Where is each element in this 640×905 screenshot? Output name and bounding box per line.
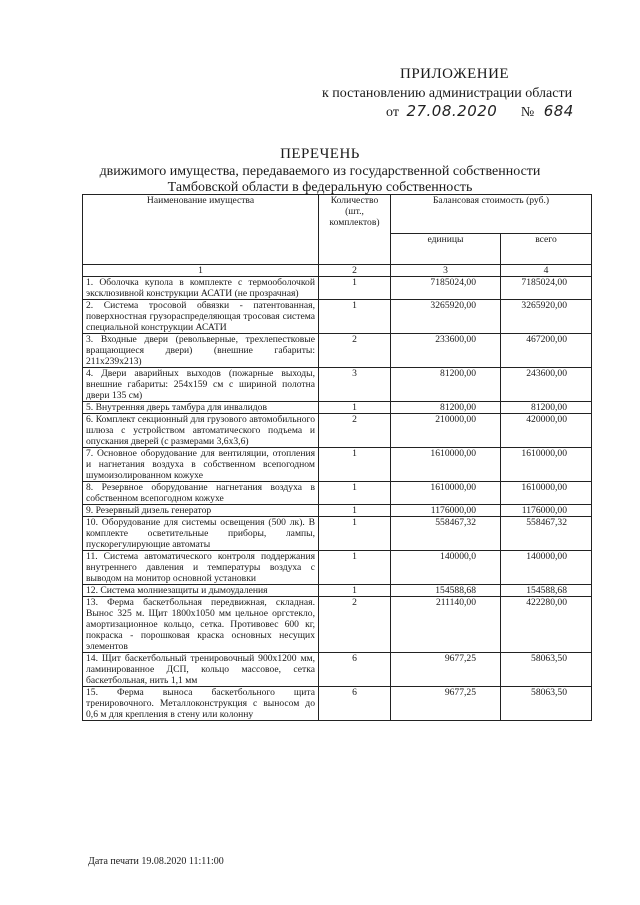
- table-row: [83, 551, 592, 585]
- header-name: Наименование имущества: [83, 195, 319, 265]
- item-unit-cost: 1610000,00: [391, 448, 501, 482]
- item-quantity: 1: [319, 448, 391, 482]
- list-subtitle-line2: Тамбовской области в федеральную собственность: [167, 180, 473, 195]
- print-date: Дата печати 19.08.2020 11:11:00: [88, 856, 224, 867]
- item-quantity: 1: [319, 402, 391, 414]
- item-quantity: 1: [319, 482, 391, 505]
- item-unit-cost: 81200,00: [391, 368, 501, 402]
- item-quantity: 6: [319, 687, 391, 721]
- item-quantity: 6: [319, 653, 391, 687]
- header-cost-total: всего: [501, 234, 592, 265]
- item-unit-cost: 7185024,00: [391, 277, 501, 300]
- table-row: [83, 585, 592, 597]
- table-row: [83, 687, 592, 721]
- item-name: 11. Система автоматического контроля поддержания внутреннего давления и температуры воздуха с выводом на монитор основной установки: [83, 551, 319, 585]
- column-index: 2: [319, 265, 391, 277]
- item-total-cost: 467200,00: [501, 334, 592, 368]
- resolution-reference: к постановлению администрации области: [322, 86, 573, 101]
- resolution-date-line: [386, 102, 574, 121]
- item-total-cost: 3265920,00: [501, 300, 592, 334]
- table-row: [83, 334, 592, 368]
- item-name: 5. Внутренняя дверь тамбура для инвалидов: [83, 402, 319, 414]
- item-total-cost: 7185024,00: [501, 277, 592, 300]
- item-unit-cost: 210000,00: [391, 414, 501, 448]
- item-total-cost: 81200,00: [501, 402, 592, 414]
- item-name: 10. Оборудование для системы освещения (500 лк). В комплекте осветительные приборы, лампы, пускорегулирующие автоматы: [83, 517, 319, 551]
- item-name: 4. Двери аварийных выходов (пожарные выходы, внешние габариты: 254х159 см с шириной полотна двери 135 см): [83, 368, 319, 402]
- item-quantity: 1: [319, 585, 391, 597]
- item-quantity: 1: [319, 277, 391, 300]
- table-row: [83, 300, 592, 334]
- column-index: 1: [83, 265, 319, 277]
- item-name: 13. Ферма баскетбольная передвижная, складная. Вынос 325 м. Щит 1800х1050 мм цельное оргстекло, амортизационное кольцо, сетка. Противовес 600 кг, покраска - порошковая краска основных несущих элементов: [83, 597, 319, 653]
- table-body: [83, 277, 592, 721]
- item-unit-cost: 140000,0: [391, 551, 501, 585]
- item-unit-cost: 233600,00: [391, 334, 501, 368]
- item-unit-cost: 1610000,00: [391, 482, 501, 505]
- item-unit-cost: 211140,00: [391, 597, 501, 653]
- table-row: [83, 517, 592, 551]
- list-title: ПЕРЕЧЕНЬ: [280, 146, 360, 162]
- resolution-number: 684: [543, 102, 574, 120]
- item-quantity: 3: [319, 368, 391, 402]
- item-unit-cost: 9677,25: [391, 687, 501, 721]
- table-row: [83, 482, 592, 505]
- item-total-cost: 243600,00: [501, 368, 592, 402]
- list-subtitle-line1: движимого имущества, передаваемого из государственной собственности: [99, 164, 541, 179]
- item-quantity: 2: [319, 597, 391, 653]
- item-unit-cost: 154588,68: [391, 585, 501, 597]
- item-total-cost: 1176000,00: [501, 505, 592, 517]
- item-name: 7. Основное оборудование для вентиляции, отопления и нагнетания воздуха в собственном всепогодном шумоизолированном кожухе: [83, 448, 319, 482]
- item-name: 3. Входные двери (револьверные, трехлепестковые вращающиеся двери) (внешние габариты: 211х239х213): [83, 334, 319, 368]
- item-total-cost: 1610000,00: [501, 482, 592, 505]
- item-unit-cost: 1176000,00: [391, 505, 501, 517]
- appendix-title: ПРИЛОЖЕНИЕ: [400, 66, 510, 82]
- table-row: [83, 505, 592, 517]
- item-quantity: 1: [319, 517, 391, 551]
- column-index-row: [83, 265, 592, 277]
- item-unit-cost: 3265920,00: [391, 300, 501, 334]
- table-row: [83, 414, 592, 448]
- number-label: №: [520, 105, 535, 120]
- table-row: [83, 653, 592, 687]
- item-name: 1. Оболочка купола в комплекте с термооболочкой эксклюзивной конструкции АСАТИ (не прозрачная): [83, 277, 319, 300]
- item-total-cost: 422280,00: [501, 597, 592, 653]
- item-unit-cost: 81200,00: [391, 402, 501, 414]
- column-index: 3: [391, 265, 501, 277]
- table-row: [83, 368, 592, 402]
- item-name: 2. Система тросовой обвязки - патентованная, поверхностная грузораспределяющая тросовая система специальной конструкции АСАТИ: [83, 300, 319, 334]
- table-row: [83, 402, 592, 414]
- item-name: 9. Резервный дизель генератор: [83, 505, 319, 517]
- item-total-cost: 154588,68: [501, 585, 592, 597]
- header-cost-unit: единицы: [391, 234, 501, 265]
- header-cost: Балансовая стоимость (руб.): [391, 195, 592, 234]
- table-row: [83, 448, 592, 482]
- item-total-cost: 420000,00: [501, 414, 592, 448]
- item-unit-cost: 558467,32: [391, 517, 501, 551]
- item-total-cost: 58063,50: [501, 687, 592, 721]
- item-quantity: 2: [319, 414, 391, 448]
- item-quantity: 2: [319, 334, 391, 368]
- column-index: 4: [501, 265, 592, 277]
- table-row: [83, 597, 592, 653]
- date-prefix: от: [386, 105, 399, 120]
- item-total-cost: 1610000,00: [501, 448, 592, 482]
- item-quantity: 1: [319, 300, 391, 334]
- item-name: 8. Резервное оборудование нагнетания воздуха в собственном всепогодном кожухе: [83, 482, 319, 505]
- item-total-cost: 140000,00: [501, 551, 592, 585]
- resolution-date: 27.08.2020: [406, 102, 498, 120]
- item-total-cost: 558467,32: [501, 517, 592, 551]
- item-unit-cost: 9677,25: [391, 653, 501, 687]
- item-quantity: 1: [319, 505, 391, 517]
- header-quantity: Количество (шт., комплектов): [319, 195, 391, 265]
- item-name: 6. Комплект секционный для грузового автомобильного шлюза с устройством автоматического подъема и опускания дверей (с размерами 3,6х3,6): [83, 414, 319, 448]
- item-name: 14. Щит баскетбольный тренировочный 900х1200 мм, ламинированное ДСП, кольцо массовое, сетка баскетбольная, нить 1,1 мм: [83, 653, 319, 687]
- table-row: [83, 277, 592, 300]
- item-total-cost: 58063,50: [501, 653, 592, 687]
- item-name: 15. Ферма выноса баскетбольного щита тренировочного. Металлоконструкция с выносом до 0,6 м для крепления в стену или колонну: [83, 687, 319, 721]
- property-table: [82, 194, 592, 721]
- item-quantity: 1: [319, 551, 391, 585]
- item-name: 12. Система молниезащиты и дымоудаления: [83, 585, 319, 597]
